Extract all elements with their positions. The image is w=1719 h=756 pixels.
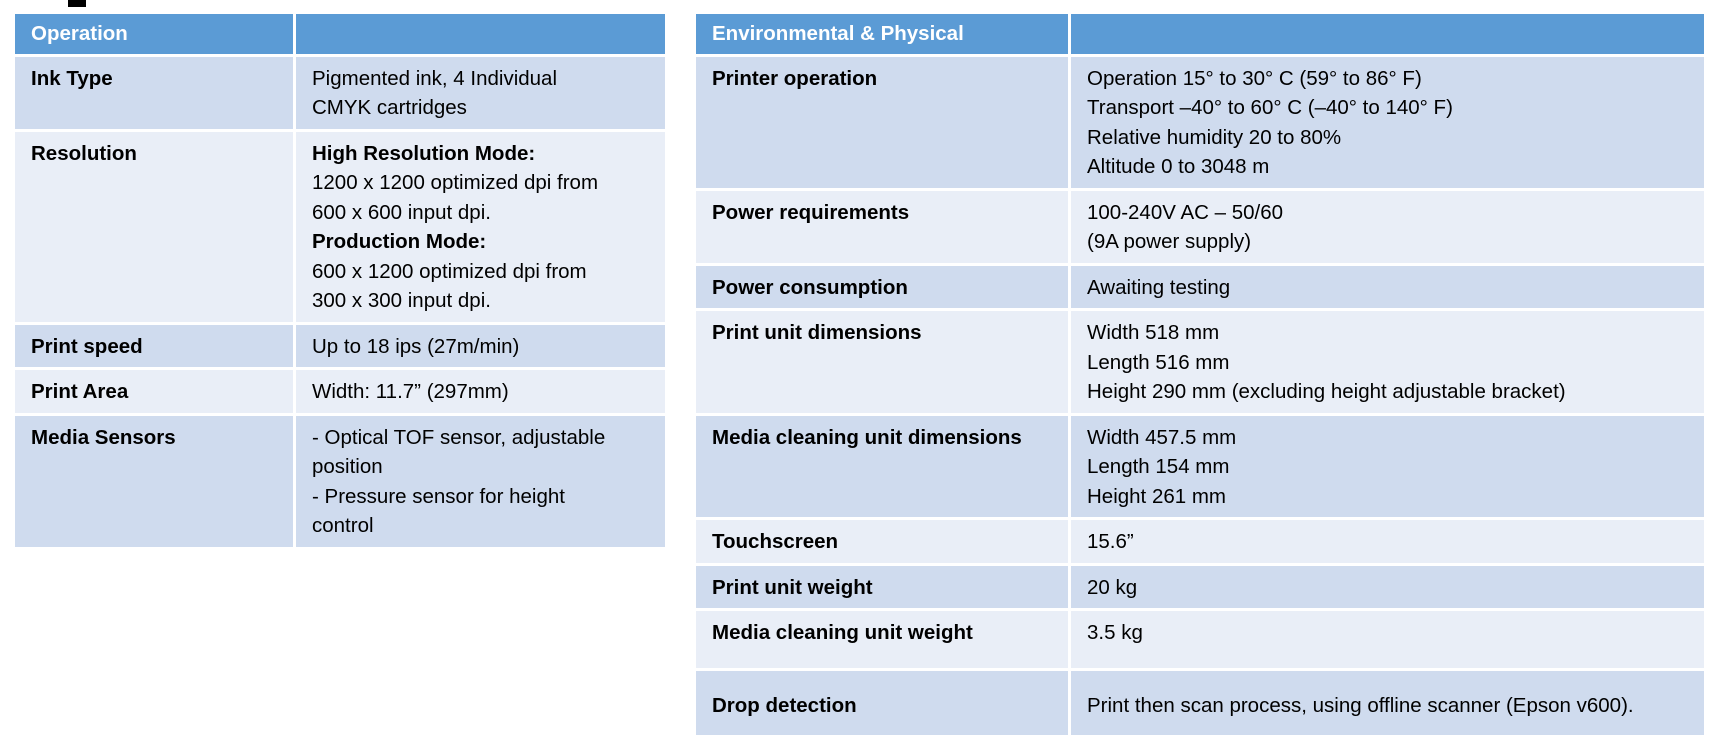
value-line: CMYK cartridges xyxy=(312,96,467,119)
row-label: Resolution xyxy=(14,130,295,323)
table-row xyxy=(695,519,1706,565)
value-line: Relative humidity 20 to 80% xyxy=(1087,125,1342,149)
table-row xyxy=(695,564,1706,610)
table-row xyxy=(695,55,1706,189)
header-cell-blank xyxy=(295,13,667,56)
table-row xyxy=(695,414,1706,519)
row-value xyxy=(1070,189,1706,264)
row-label: Printer operation xyxy=(695,55,1070,189)
table-row xyxy=(695,264,1706,310)
value-line: 600 x 600 input dpi. xyxy=(312,200,491,224)
row-label: Ink Type xyxy=(14,55,295,130)
table-row xyxy=(695,189,1706,264)
value-line: (9A power supply) xyxy=(1087,230,1252,253)
value-line: Awaiting testing xyxy=(1087,275,1231,299)
table-header-row xyxy=(695,13,1706,56)
header-cell-title: Operation xyxy=(14,13,295,56)
row-value xyxy=(1070,669,1706,737)
value-line: 15.6” xyxy=(1087,530,1134,553)
table-row xyxy=(695,610,1706,670)
row-value xyxy=(1070,610,1706,670)
row-label: Print unit dimensions xyxy=(695,310,1070,415)
value-line: 1200 x 1200 optimized dpi from xyxy=(312,171,599,194)
value-line: 100-240V AC – 50/60 xyxy=(1087,200,1284,224)
row-value xyxy=(295,55,667,130)
table-header-row xyxy=(14,13,667,56)
value-line: control xyxy=(312,514,374,537)
row-label: Media Sensors xyxy=(14,414,295,548)
row-label: Print unit weight xyxy=(695,564,1070,610)
value-line: Pigmented ink, 4 Individual xyxy=(312,66,558,90)
row-label: Media cleaning unit weight xyxy=(695,610,1070,670)
table-row xyxy=(14,55,667,130)
row-value xyxy=(1070,414,1706,519)
row-value xyxy=(1070,55,1706,189)
operation-spec-table xyxy=(12,11,668,550)
value-line: Length 154 mm xyxy=(1087,455,1230,478)
table-row xyxy=(14,323,667,369)
value-subheading: High Resolution Mode: xyxy=(312,141,536,165)
table-row xyxy=(14,414,667,548)
value-line: 20 kg xyxy=(1087,575,1138,599)
row-label: Power requirements xyxy=(695,189,1070,264)
value-line: Width 457.5 mm xyxy=(1087,425,1237,449)
table-row xyxy=(14,130,667,323)
row-label: Drop detection xyxy=(695,669,1070,737)
table-row xyxy=(695,310,1706,415)
table-row xyxy=(14,369,667,415)
row-label: Media cleaning unit dimensions xyxy=(695,414,1070,519)
row-label: Print speed xyxy=(14,323,295,369)
value-line: Transport –40° to 60° C (–40° to 140° F) xyxy=(1087,96,1453,119)
value-line: 600 x 1200 optimized dpi from xyxy=(312,259,587,283)
row-value xyxy=(295,323,667,369)
value-line: position xyxy=(312,455,383,478)
row-value xyxy=(1070,264,1706,310)
row-value xyxy=(295,369,667,415)
value-line: Height 261 mm xyxy=(1087,484,1227,508)
value-line: - Optical TOF sensor, adjustable xyxy=(312,425,606,449)
environmental-physical-spec-table xyxy=(693,11,1707,738)
row-value xyxy=(295,414,667,548)
value-line: 300 x 300 input dpi. xyxy=(312,289,491,312)
row-value xyxy=(1070,310,1706,415)
value-line: Width: 11.7” (297mm) xyxy=(312,380,509,403)
header-cell-title: Environmental & Physical xyxy=(695,13,1070,56)
value-line: Up to 18 ips (27m/min) xyxy=(312,334,520,358)
row-value xyxy=(1070,519,1706,565)
header-cell-blank xyxy=(1070,13,1706,56)
value-subheading: Production Mode: xyxy=(312,230,487,253)
value-line: Operation 15° to 30° C (59° to 86° F) xyxy=(1087,66,1422,90)
row-value xyxy=(295,130,667,323)
cropped-title-fragment xyxy=(68,0,86,7)
value-line: Width 518 mm xyxy=(1087,321,1220,344)
row-label: Touchscreen xyxy=(695,519,1070,565)
value-line: Print then scan process, using offline scanner (Epson v600). xyxy=(1087,693,1634,717)
value-line: - Pressure sensor for height xyxy=(312,484,565,508)
value-line: 3.5 kg xyxy=(1087,621,1143,644)
value-line: Altitude 0 to 3048 m xyxy=(1087,155,1270,178)
row-label: Power consumption xyxy=(695,264,1070,310)
table-row xyxy=(695,669,1706,737)
value-line: Height 290 mm (excluding height adjustable bracket) xyxy=(1087,380,1566,403)
row-value xyxy=(1070,564,1706,610)
value-line: Length 516 mm xyxy=(1087,350,1230,374)
row-label: Print Area xyxy=(14,369,295,415)
